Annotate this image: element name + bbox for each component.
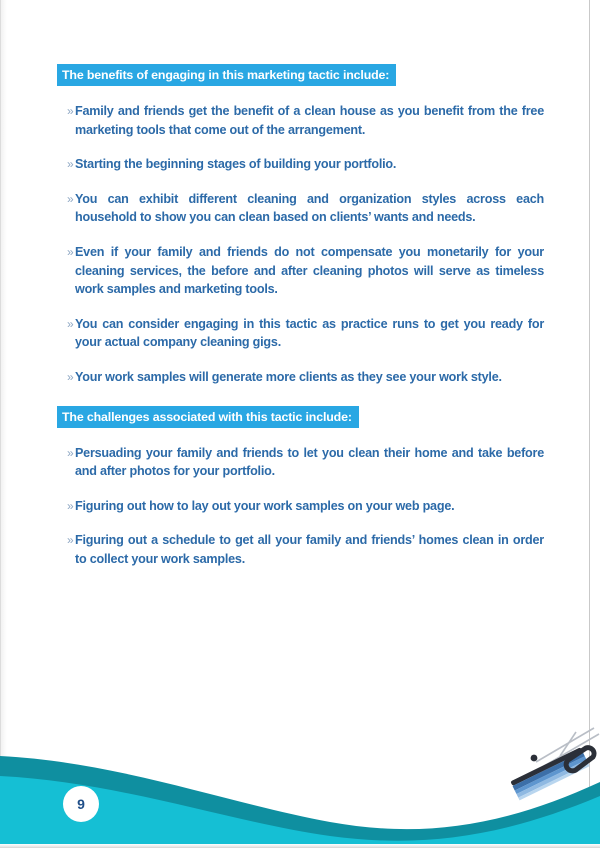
list-item — [57, 102, 544, 139]
list-item — [57, 155, 544, 174]
list-item — [57, 497, 544, 516]
section-benefits — [57, 64, 544, 387]
bullet-marker-icon: » — [67, 445, 74, 460]
bullet-list-benefits — [57, 102, 544, 387]
bullet-list-challenges — [57, 444, 544, 569]
list-item-text: Figuring out how to lay out your work samples on your web page. — [75, 498, 455, 513]
section-heading-benefits: The benefits of engaging in this marketing tactic include: — [57, 64, 396, 86]
bullet-marker-icon: » — [67, 104, 74, 118]
list-item — [57, 368, 544, 387]
list-item-text: You can consider engaging in this tactic as practice runs to get you ready for your actual company cleaning gigs. — [75, 316, 544, 350]
list-item-text: You can exhibit different cleaning and organization styles across each household to show you can clean based on clients’ wants and needs. — [75, 191, 544, 225]
section-heading-challenges: The challenges associated with this tactic include: — [57, 406, 359, 428]
bullet-marker-icon: » — [67, 533, 74, 548]
bullet-marker-icon: » — [67, 316, 74, 331]
list-item-text: Starting the beginning stages of building your portfolio. — [75, 157, 397, 172]
list-item-text: Your work samples will generate more clients as they see your work style. — [75, 369, 502, 384]
bullet-marker-icon: » — [67, 191, 74, 206]
bullet-marker-icon: » — [67, 369, 74, 384]
squeegee-illustration-icon — [498, 726, 600, 806]
list-item — [57, 190, 544, 227]
list-item-text: Persuading your family and friends to let you clean their home and take before and after photos for your portfolio. — [75, 445, 544, 479]
list-item-text: Family and friends get the benefit of a clean house as you benefit from the free marketing tools that come out of the arrangement. — [75, 104, 544, 137]
bullet-marker-icon: » — [67, 157, 74, 172]
list-item — [57, 444, 544, 481]
list-item — [57, 315, 544, 352]
list-item-text: Even if your family and friends do not compensate you monetarily for your cleaning services, the before and after cleaning photos will serve as timeless work samples and marketing tools. — [75, 244, 544, 297]
page-number-badge: 9 — [63, 786, 99, 822]
section-challenges — [57, 406, 544, 569]
list-item — [57, 531, 544, 568]
bullet-marker-icon: » — [67, 244, 74, 259]
list-item-text: Figuring out a schedule to get all your family and friends’ homes clean in order to collect your work samples. — [75, 533, 544, 566]
page-content — [57, 64, 544, 569]
page-edge-bottom — [0, 844, 600, 848]
bullet-marker-icon: » — [67, 498, 74, 513]
list-item — [57, 243, 544, 299]
